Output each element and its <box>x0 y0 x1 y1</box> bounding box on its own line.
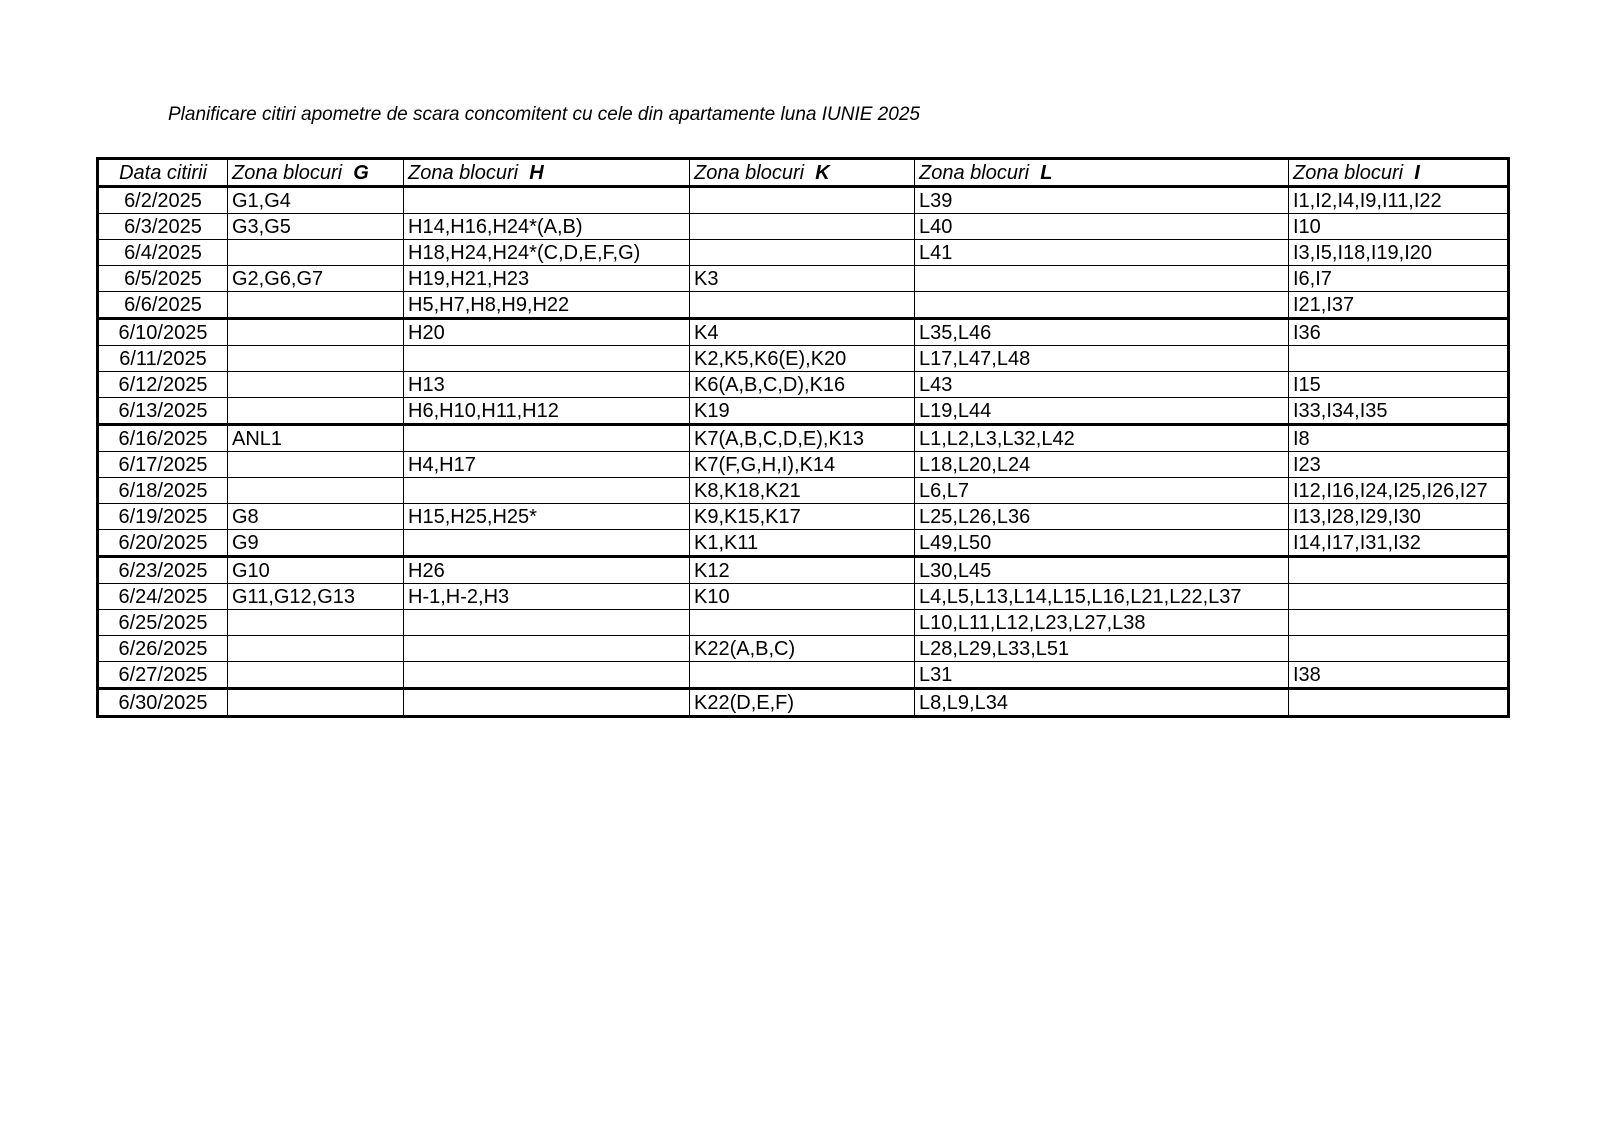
cell-zone-g <box>228 319 404 346</box>
cell-zone-h <box>404 346 690 372</box>
cell-date: 6/10/2025 <box>98 319 228 346</box>
cell-date: 6/23/2025 <box>98 557 228 584</box>
cell-date: 6/2/2025 <box>98 187 228 214</box>
header-zone-h <box>404 159 690 187</box>
cell-zone-i: I8 <box>1289 425 1509 452</box>
cell-zone-l: L35,L46 <box>915 319 1289 346</box>
cell-date: 6/24/2025 <box>98 584 228 610</box>
cell-zone-k <box>690 610 915 636</box>
cell-zone-k: K9,K15,K17 <box>690 504 915 530</box>
cell-zone-l: L6,L7 <box>915 478 1289 504</box>
cell-date: 6/25/2025 <box>98 610 228 636</box>
cell-date: 6/4/2025 <box>98 240 228 266</box>
cell-zone-k <box>690 240 915 266</box>
cell-date: 6/20/2025 <box>98 530 228 557</box>
table-row <box>98 346 1509 372</box>
cell-zone-i: I10 <box>1289 214 1509 240</box>
document-title: Planificare citiri apometre de scara concomitent cu cele din apartamente luna IUNIE 2025 <box>168 104 920 125</box>
cell-zone-g <box>228 240 404 266</box>
cell-zone-h: H4,H17 <box>404 452 690 478</box>
cell-zone-g: ANL1 <box>228 425 404 452</box>
cell-zone-g: G9 <box>228 530 404 557</box>
cell-zone-g: G8 <box>228 504 404 530</box>
cell-date: 6/19/2025 <box>98 504 228 530</box>
cell-zone-h <box>404 662 690 689</box>
cell-zone-i: I1,I2,I4,I9,I11,I22 <box>1289 187 1509 214</box>
cell-zone-i: I15 <box>1289 372 1509 398</box>
cell-date: 6/13/2025 <box>98 398 228 425</box>
cell-zone-k <box>690 292 915 319</box>
cell-zone-k: K22(A,B,C) <box>690 636 915 662</box>
header-zone-letter: H <box>529 161 544 184</box>
cell-zone-k <box>690 214 915 240</box>
cell-zone-h <box>404 187 690 214</box>
header-zone-letter: L <box>1040 161 1053 184</box>
cell-zone-h <box>404 689 690 717</box>
header-zone-prefix: Zona blocuri <box>232 161 343 184</box>
cell-zone-k: K8,K18,K21 <box>690 478 915 504</box>
cell-zone-l: L25,L26,L36 <box>915 504 1289 530</box>
cell-zone-g <box>228 689 404 717</box>
header-zone-prefix: Zona blocuri <box>694 161 805 184</box>
cell-zone-i <box>1289 557 1509 584</box>
cell-zone-l: L4,L5,L13,L14,L15,L16,L21,L22,L37 <box>915 584 1289 610</box>
header-zone-letter: K <box>815 161 830 184</box>
cell-zone-l: L28,L29,L33,L51 <box>915 636 1289 662</box>
cell-zone-i: I14,I17,I31,I32 <box>1289 530 1509 557</box>
cell-zone-l: L1,L2,L3,L32,L42 <box>915 425 1289 452</box>
header-zone-prefix: Zona blocuri <box>1293 161 1404 184</box>
table-row <box>98 662 1509 689</box>
cell-date: 6/3/2025 <box>98 214 228 240</box>
cell-zone-i <box>1289 584 1509 610</box>
header-zone-prefix: Zona blocuri <box>919 161 1030 184</box>
cell-zone-h <box>404 425 690 452</box>
header-date: Data citirii <box>98 159 228 187</box>
cell-zone-g <box>228 452 404 478</box>
cell-zone-h <box>404 636 690 662</box>
cell-zone-h: H6,H10,H11,H12 <box>404 398 690 425</box>
cell-zone-g <box>228 346 404 372</box>
cell-zone-i: I13,I28,I29,I30 <box>1289 504 1509 530</box>
cell-zone-i <box>1289 636 1509 662</box>
cell-zone-l <box>915 292 1289 319</box>
cell-zone-g: G11,G12,G13 <box>228 584 404 610</box>
table-row <box>98 425 1509 452</box>
cell-zone-h <box>404 478 690 504</box>
cell-zone-h: H18,H24,H24*(C,D,E,F,G) <box>404 240 690 266</box>
cell-zone-h: H13 <box>404 372 690 398</box>
cell-date: 6/26/2025 <box>98 636 228 662</box>
cell-date: 6/5/2025 <box>98 266 228 292</box>
cell-zone-h: H15,H25,H25* <box>404 504 690 530</box>
cell-zone-h: H19,H21,H23 <box>404 266 690 292</box>
table-row <box>98 504 1509 530</box>
table-row <box>98 398 1509 425</box>
cell-zone-k <box>690 662 915 689</box>
header-zone-k <box>690 159 915 187</box>
header-zone-letter: G <box>353 161 369 184</box>
cell-zone-i: I23 <box>1289 452 1509 478</box>
table-row <box>98 452 1509 478</box>
cell-zone-i: I3,I5,I18,I19,I20 <box>1289 240 1509 266</box>
cell-date: 6/6/2025 <box>98 292 228 319</box>
cell-zone-h: H5,H7,H8,H9,H22 <box>404 292 690 319</box>
cell-zone-l: L40 <box>915 214 1289 240</box>
cell-zone-k: K22(D,E,F) <box>690 689 915 717</box>
table-header-row <box>98 159 1509 187</box>
cell-date: 6/27/2025 <box>98 662 228 689</box>
cell-date: 6/18/2025 <box>98 478 228 504</box>
cell-zone-l: L31 <box>915 662 1289 689</box>
header-zone-i <box>1289 159 1509 187</box>
cell-zone-g <box>228 610 404 636</box>
cell-zone-h <box>404 610 690 636</box>
table-row <box>98 610 1509 636</box>
cell-zone-k: K2,K5,K6(E),K20 <box>690 346 915 372</box>
cell-zone-g: G10 <box>228 557 404 584</box>
cell-zone-h: H-1,H-2,H3 <box>404 584 690 610</box>
cell-zone-i <box>1289 689 1509 717</box>
cell-zone-h: H20 <box>404 319 690 346</box>
cell-zone-i <box>1289 346 1509 372</box>
table-row <box>98 292 1509 319</box>
cell-zone-l <box>915 266 1289 292</box>
cell-zone-i: I21,I37 <box>1289 292 1509 319</box>
table-row <box>98 372 1509 398</box>
cell-zone-g: G1,G4 <box>228 187 404 214</box>
cell-date: 6/17/2025 <box>98 452 228 478</box>
cell-zone-l: L8,L9,L34 <box>915 689 1289 717</box>
table-row <box>98 266 1509 292</box>
cell-zone-l: L49,L50 <box>915 530 1289 557</box>
table-row <box>98 214 1509 240</box>
cell-zone-i: I12,I16,I24,I25,I26,I27 <box>1289 478 1509 504</box>
cell-date: 6/30/2025 <box>98 689 228 717</box>
cell-zone-k: K1,K11 <box>690 530 915 557</box>
table-row <box>98 478 1509 504</box>
table-row <box>98 240 1509 266</box>
header-zone-letter: I <box>1414 161 1420 184</box>
cell-zone-h: H26 <box>404 557 690 584</box>
cell-zone-g <box>228 398 404 425</box>
header-zone-l <box>915 159 1289 187</box>
cell-zone-l: L19,L44 <box>915 398 1289 425</box>
cell-zone-l: L39 <box>915 187 1289 214</box>
cell-zone-g <box>228 478 404 504</box>
cell-zone-g <box>228 662 404 689</box>
cell-zone-k: K19 <box>690 398 915 425</box>
cell-zone-l: L10,L11,L12,L23,L27,L38 <box>915 610 1289 636</box>
header-zone-prefix: Zona blocuri <box>408 161 519 184</box>
cell-zone-k: K10 <box>690 584 915 610</box>
reading-schedule-table <box>96 157 1510 718</box>
cell-zone-l: L41 <box>915 240 1289 266</box>
cell-zone-h <box>404 530 690 557</box>
cell-zone-i: I38 <box>1289 662 1509 689</box>
cell-zone-g <box>228 372 404 398</box>
cell-date: 6/12/2025 <box>98 372 228 398</box>
cell-zone-i: I6,I7 <box>1289 266 1509 292</box>
cell-zone-k: K12 <box>690 557 915 584</box>
cell-zone-k: K7(A,B,C,D,E),K13 <box>690 425 915 452</box>
header-zone-g <box>228 159 404 187</box>
cell-zone-i <box>1289 610 1509 636</box>
cell-zone-l: L43 <box>915 372 1289 398</box>
cell-zone-l: L17,L47,L48 <box>915 346 1289 372</box>
cell-zone-k: K6(A,B,C,D),K16 <box>690 372 915 398</box>
cell-zone-i: I36 <box>1289 319 1509 346</box>
table-row <box>98 689 1509 717</box>
table-row <box>98 530 1509 557</box>
table-row <box>98 557 1509 584</box>
table-row <box>98 584 1509 610</box>
cell-date: 6/11/2025 <box>98 346 228 372</box>
cell-zone-g <box>228 292 404 319</box>
cell-zone-k <box>690 187 915 214</box>
cell-zone-i: I33,I34,I35 <box>1289 398 1509 425</box>
table-row <box>98 636 1509 662</box>
cell-zone-k: K3 <box>690 266 915 292</box>
table-row <box>98 319 1509 346</box>
cell-zone-h: H14,H16,H24*(A,B) <box>404 214 690 240</box>
cell-zone-l: L30,L45 <box>915 557 1289 584</box>
cell-date: 6/16/2025 <box>98 425 228 452</box>
cell-zone-g: G3,G5 <box>228 214 404 240</box>
table-row <box>98 187 1509 214</box>
cell-zone-k: K7(F,G,H,I),K14 <box>690 452 915 478</box>
cell-zone-l: L18,L20,L24 <box>915 452 1289 478</box>
cell-zone-g: G2,G6,G7 <box>228 266 404 292</box>
cell-zone-k: K4 <box>690 319 915 346</box>
cell-zone-g <box>228 636 404 662</box>
